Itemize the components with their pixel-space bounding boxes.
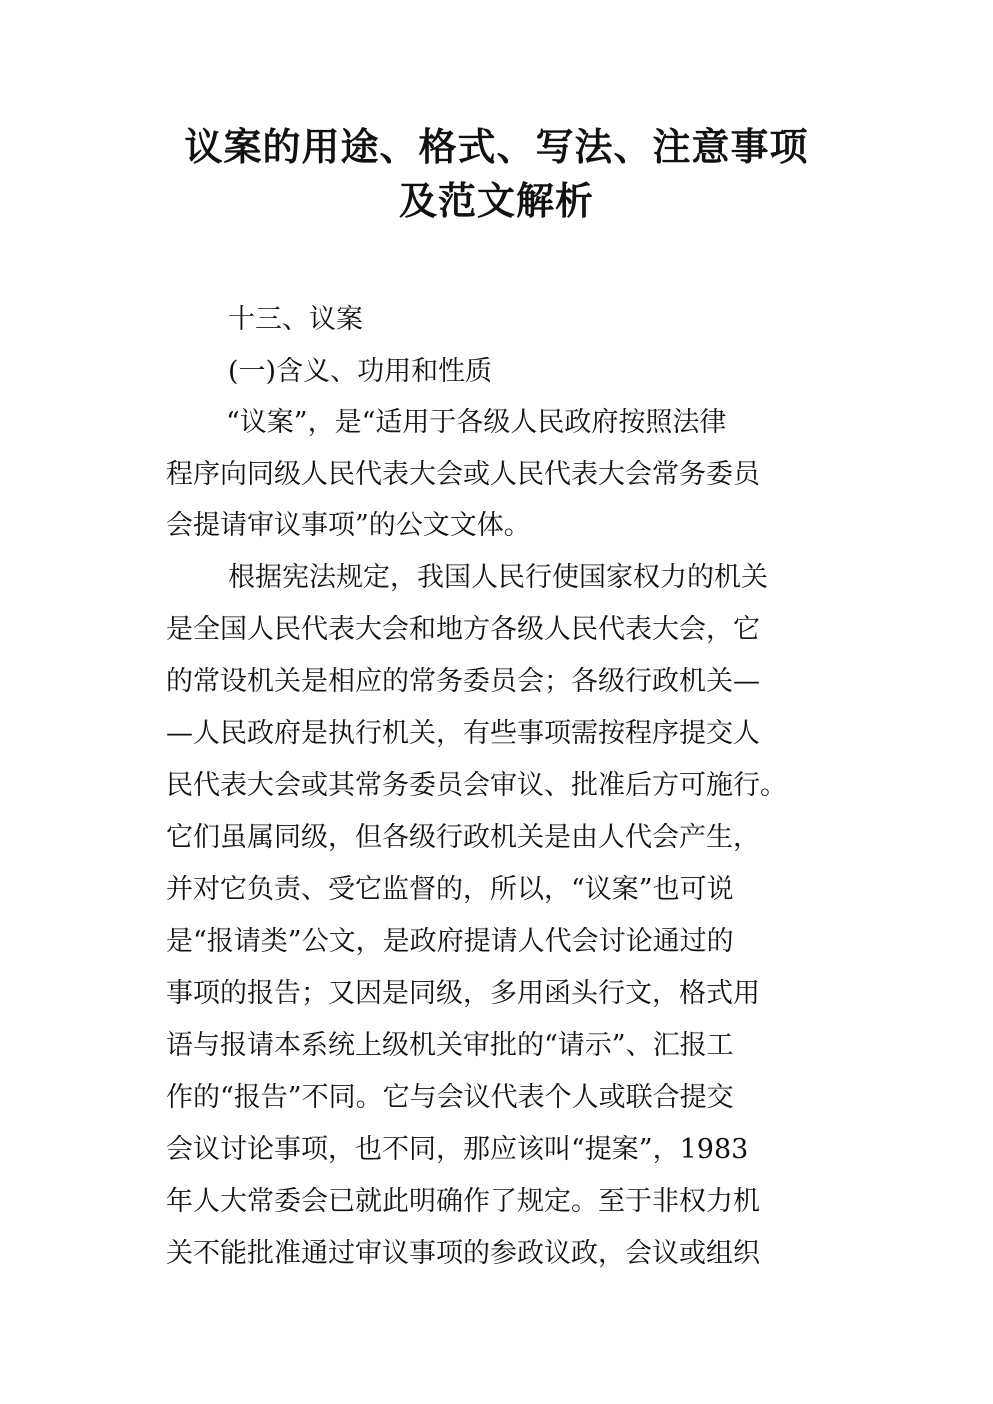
document-title-line-1: 议案的用途、格式、写法、注意事项 bbox=[184, 125, 809, 169]
paragraph-line: 是“报请类”公文，是政府提请人代会讨论通过的 bbox=[166, 926, 734, 957]
paragraph-line: 并对它负责、受它监督的，所以，“议案”也可说 bbox=[166, 874, 734, 905]
paragraph-line: 事项的报告；又因是同级，多用函头行文，格式用 bbox=[166, 978, 760, 1009]
paragraph-line: 作的“报告”不同。它与会议代表个人或联合提交 bbox=[166, 1082, 734, 1113]
subsection-heading: (一)含义、功用和性质 bbox=[228, 356, 493, 387]
paragraph-line: 民代表大会或其常务委员会审议、批准后方可施行。 bbox=[166, 770, 787, 801]
paragraph-line: 关不能批准通过审议事项的参政议政，会议或组织 bbox=[166, 1238, 760, 1269]
paragraph-line: 是全国人民代表大会和地方各级人民代表大会，它 bbox=[166, 614, 760, 645]
paragraph-line: 程序向同级人民代表大会或人民代表大会常务委员 bbox=[166, 459, 760, 490]
document-title-line-2: 及范文解析 bbox=[398, 179, 594, 223]
paragraph-line: 语与报请本系统上级机关审批的“请示”、汇报工 bbox=[166, 1030, 734, 1061]
paragraph-line: 根据宪法规定，我国人民行使国家权力的机关 bbox=[228, 562, 768, 593]
paragraph-line: 它们虽属同级，但各级行政机关是由人代会产生， bbox=[166, 822, 760, 853]
paragraph-line: “议案”，是“适用于各级人民政府按照法律 bbox=[226, 407, 727, 438]
paragraph-line: 会提请审议事项”的公文文体。 bbox=[166, 510, 531, 541]
paragraph-line: 的常设机关是相应的常务委员会；各级行政机关— bbox=[166, 666, 760, 697]
paragraph-line: 会议讨论事项，也不同，那应该叫“提案”，1983 bbox=[166, 1134, 749, 1165]
section-heading: 十三、议案 bbox=[228, 304, 363, 335]
paragraph-line: —人民政府是执行机关，有些事项需按程序提交人 bbox=[166, 718, 760, 749]
paragraph-line: 年人大常委会已就此明确作了规定。至于非权力机 bbox=[166, 1186, 760, 1217]
